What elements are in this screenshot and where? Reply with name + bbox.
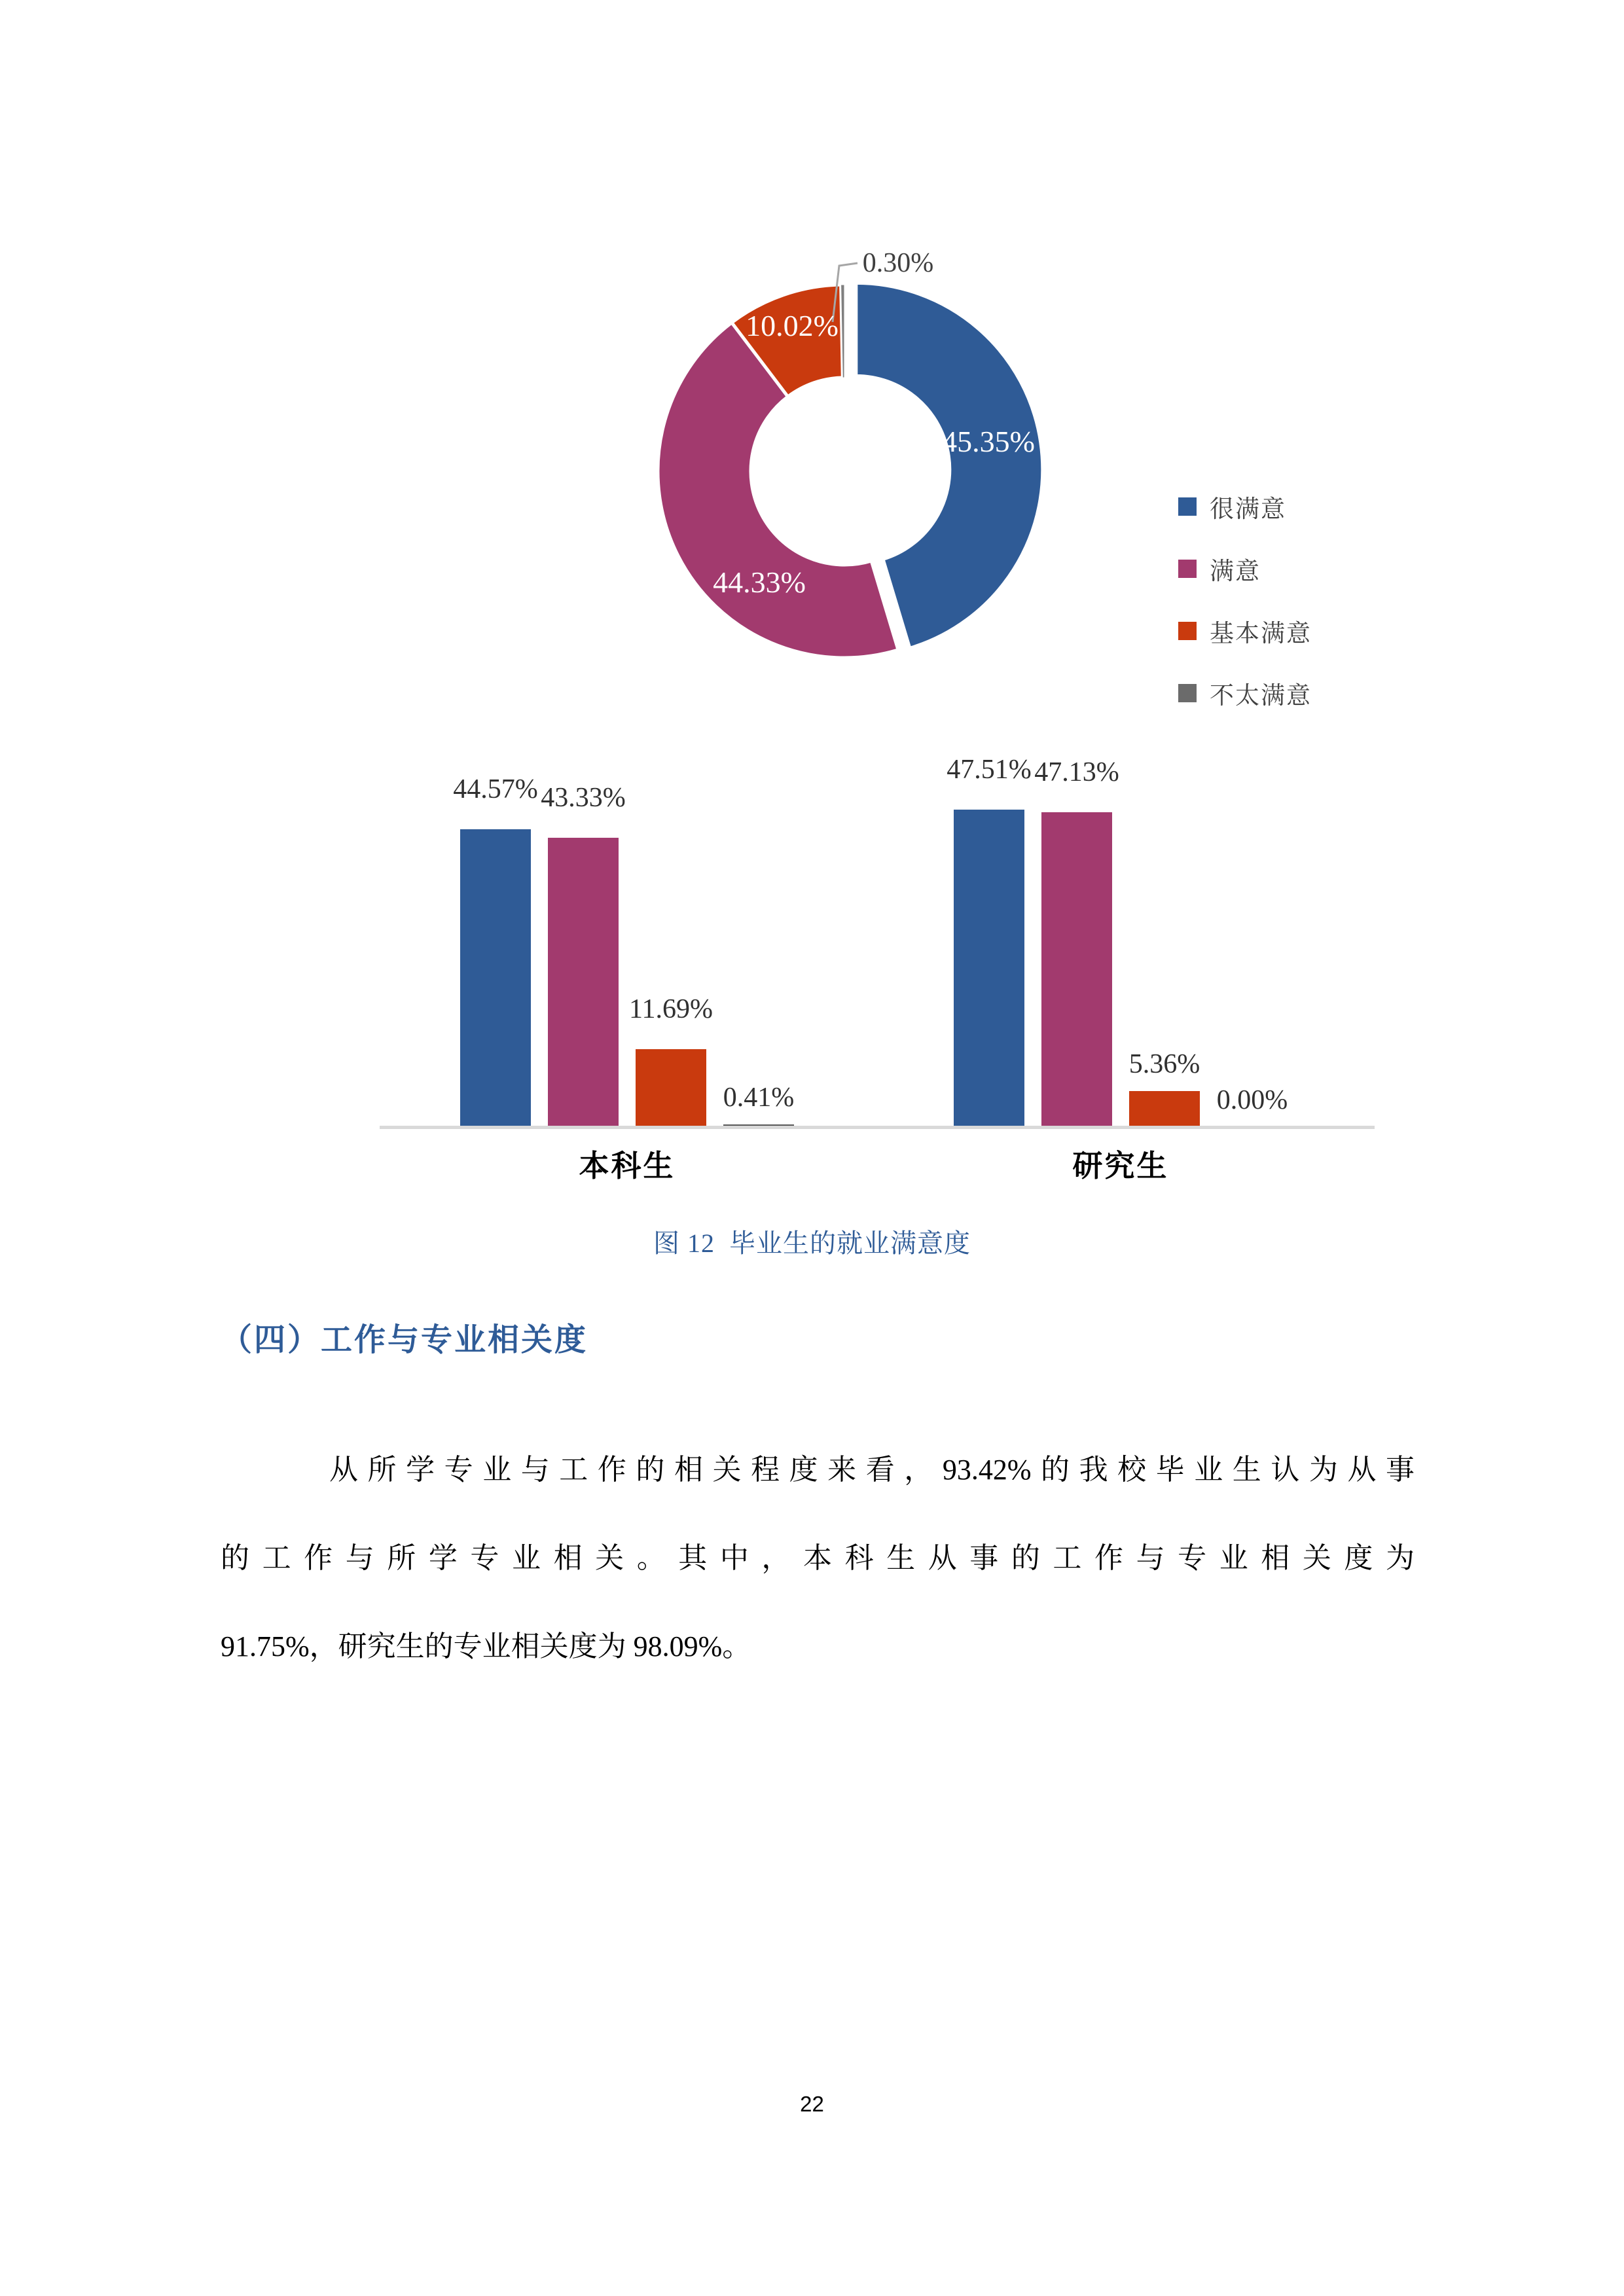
bar-value-label: 0.00% [1216, 1085, 1288, 1115]
legend-item-very-satisfied [1178, 492, 1312, 521]
legend-item-basically-satisfied [1178, 617, 1312, 645]
legend-label: 不太满意 [1210, 683, 1312, 709]
donut-chart [589, 236, 1113, 713]
legend-swatch-icon [1178, 622, 1197, 640]
donut-label-unsatisfied: 0.30% [862, 248, 934, 278]
legend-label: 基本满意 [1210, 620, 1312, 647]
page-number: 22 [800, 2092, 824, 2116]
paragraph-line: 的工作与所学专业相关。其中，本科生从事的工作与专业相关度为 [221, 1542, 1415, 1574]
donut-svg [589, 236, 1113, 713]
donut-label-satisfied: 44.33% [713, 565, 806, 599]
bar-value-label: 44.57% [453, 774, 538, 804]
bar-chart [367, 753, 1388, 1211]
bar-value-label: 47.13% [1034, 757, 1119, 787]
bar-value-label: 47.51% [947, 755, 1032, 785]
bar [548, 838, 619, 1127]
category-label-graduate: 研究生 [1072, 1149, 1169, 1183]
figure-caption: 图 12 毕业生的就业满意度 [653, 1229, 971, 1258]
bar [954, 810, 1024, 1127]
legend-swatch-icon [1178, 684, 1197, 702]
bar-value-label: 43.33% [541, 783, 626, 813]
x-axis-line [380, 1126, 1375, 1129]
legend-label: 满意 [1210, 558, 1261, 585]
donut-label-very-satisfied: 45.35% [942, 425, 1035, 458]
bar-value-label: 11.69% [629, 994, 713, 1024]
legend-swatch-icon [1178, 497, 1197, 516]
paragraph-line: 从所学专业与工作的相关程度来看，93.42%的我校毕业生认为从事 [329, 1454, 1415, 1486]
donut-slice [856, 283, 1043, 648]
legend-swatch-icon [1178, 560, 1197, 578]
donut-label-basically: 10.02% [746, 309, 839, 342]
bar-value-label: 0.41% [723, 1083, 795, 1113]
bar [460, 829, 531, 1127]
body-paragraph [221, 1426, 1415, 1691]
legend-label: 很满意 [1210, 496, 1286, 523]
paragraph-line: 91.75%，研究生的专业相关度为 98.09%。 [221, 1630, 751, 1662]
category-label-undergraduate: 本科生 [579, 1149, 676, 1183]
legend-item-satisfied [1178, 554, 1312, 583]
legend-item-not-satisfied [1178, 679, 1312, 708]
section-heading: （四）工作与专业相关度 [221, 1323, 588, 1357]
bar-value-label: 5.36% [1128, 1049, 1200, 1079]
chart-legend [1178, 492, 1312, 741]
